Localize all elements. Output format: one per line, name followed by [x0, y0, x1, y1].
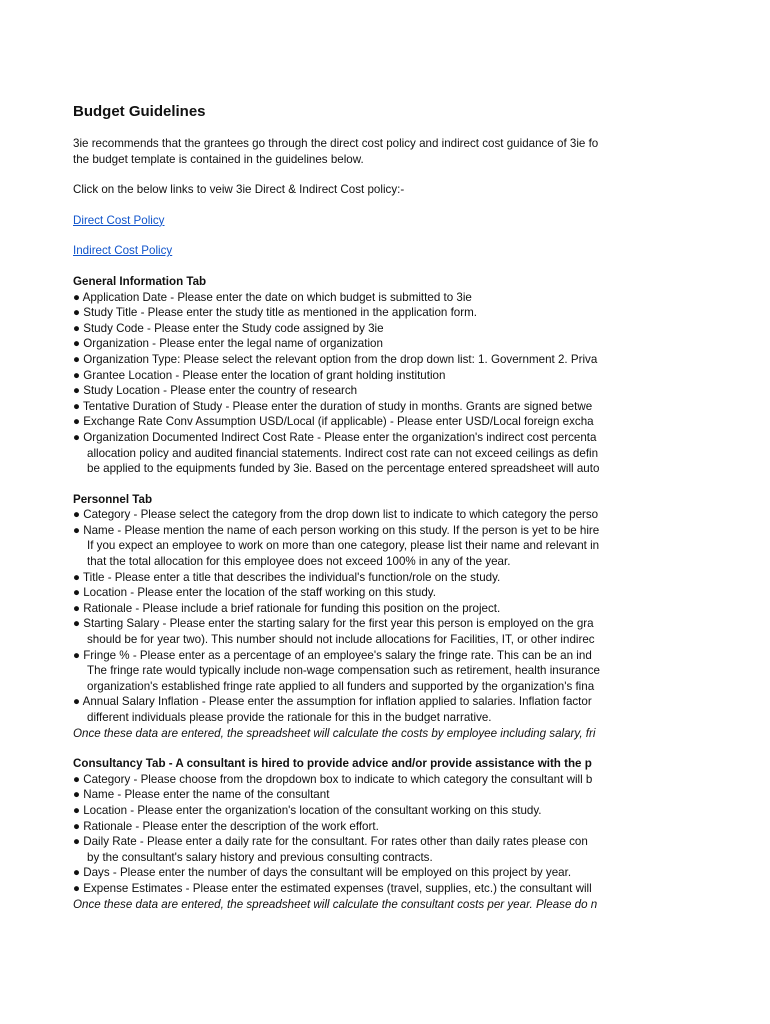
list-item: ● Location - Please enter the location of the staff working on this study. [73, 586, 436, 600]
list-item-continuation: organization's established fringe rate applied to all funders and supported by the organization's fina [87, 679, 595, 693]
list-item: ● Name - Please enter the name of the consultant [73, 788, 330, 802]
list-item: ● Starting Salary - Please enter the starting salary for the first year this person is employed on the gra [73, 617, 594, 631]
list-item: ● Days - Please enter the number of days the consultant will be employed on this project by year. [73, 866, 572, 880]
personnel-note: Once these data are entered, the spreadsheet will calculate the costs by employee including salary, fri [73, 726, 596, 740]
list-item: ● Fringe % - Please enter as a percentage of an employee's salary the fringe rate. This can be an ind [73, 648, 592, 662]
document-content [73, 102, 658, 912]
list-item-continuation: different individuals please provide the rationale for this in the budget narrative. [87, 711, 492, 724]
list-item: ● Rationale - Please include a brief rationale for funding this position on the project. [73, 601, 501, 615]
list-item-continuation: by the consultant's salary history and previous consulting contracts. [87, 850, 433, 864]
list-item: ● Exchange Rate Conv Assumption USD/Local (if applicable) - Please enter USD/Local foreign excha [73, 415, 594, 429]
direct-cost-policy-link[interactable]: Direct Cost Policy [73, 213, 165, 227]
list-item-continuation: be applied to the equipments funded by 3ie. Based on the percentage entered spreadsheet will auto [87, 462, 600, 476]
personnel-heading: Personnel Tab [73, 492, 153, 506]
list-item-continuation: The fringe rate would typically include non-wage compensation such as retirement, health insurance [87, 664, 600, 678]
list-item-continuation: that the total allocation for this employee does not exceed 100% in any of the year. [87, 555, 511, 569]
list-item: ● Tentative Duration of Study - Please enter the duration of study in months. Grants are signed betwe [73, 399, 593, 413]
list-item: ● Category - Please select the category from the drop down list to indicate to which category the perso [73, 508, 599, 522]
list-item-continuation: If you expect an employee to work on more than one category, please list their name and relevant in [87, 539, 600, 553]
general-info-heading: General Information Tab [73, 274, 207, 288]
list-item: ● Name - Please mention the name of each person working on this study. If the person is yet to be hire [73, 523, 600, 537]
list-item-continuation: allocation policy and audited financial statements. Indirect cost rate can not exceed ceilings as defin [87, 446, 599, 460]
consultancy-note: Once these data are entered, the spreadsheet will calculate the consultant costs per year. Please do n [73, 897, 598, 911]
list-item: ● Organization Type: Please select the relevant option from the drop down list: 1. Government 2. Priva [73, 352, 598, 366]
list-item: ● Study Title - Please enter the study title as mentioned in the application form. [73, 306, 477, 320]
list-item: ● Annual Salary Inflation - Please enter the assumption for inflation applied to salaries. Inflation factor [73, 695, 592, 709]
list-item: ● Application Date - Please enter the date on which budget is submitted to 3ie [73, 290, 472, 304]
intro-line-2: the budget template is contained in the guidelines below. [73, 152, 364, 166]
general-info-list [73, 290, 658, 477]
indirect-cost-policy-link[interactable]: Indirect Cost Policy [73, 244, 173, 258]
list-item: ● Location - Please enter the organization's location of the consultant working on this study. [73, 803, 542, 817]
list-item: ● Rationale - Please enter the description of the work effort. [73, 819, 379, 833]
intro-line-1: 3ie recommends that the grantees go through the direct cost policy and indirect cost guidance of 3ie fo [73, 137, 599, 150]
personnel-list [73, 507, 658, 725]
list-item: ● Daily Rate - Please enter a daily rate for the consultant. For rates other than daily rates please con [73, 835, 588, 849]
list-item-continuation: should be for year two). This number should not include allocations for Facilities, IT, or other indirec [87, 633, 595, 647]
list-item: ● Study Code - Please enter the Study code assigned by 3ie [73, 321, 384, 335]
list-item: ● Category - Please choose from the dropdown box to indicate to which category the consultant will b [73, 772, 593, 786]
consultancy-list [73, 772, 658, 897]
list-item: ● Grantee Location - Please enter the location of grant holding institution [73, 368, 446, 382]
consultancy-heading: Consultancy Tab - A consultant is hired to provide advice and/or provide assistance with the p [73, 757, 592, 771]
list-item: ● Title - Please enter a title that describes the individual's function/role on the study. [73, 570, 501, 584]
page-title: Budget Guidelines [73, 103, 206, 120]
list-item: ● Organization Documented Indirect Cost Rate - Please enter the organization's indirect cost percenta [73, 430, 597, 444]
list-item: ● Expense Estimates - Please enter the estimated expenses (travel, supplies, etc.) the consultant will [73, 881, 592, 895]
list-item: ● Study Location - Please enter the country of research [73, 384, 358, 398]
policy-links-intro: Click on the below links to veiw 3ie Direct & Indirect Cost policy:- [73, 183, 405, 197]
list-item: ● Organization - Please enter the legal name of organization [73, 337, 383, 351]
document-viewport [73, 0, 658, 1024]
